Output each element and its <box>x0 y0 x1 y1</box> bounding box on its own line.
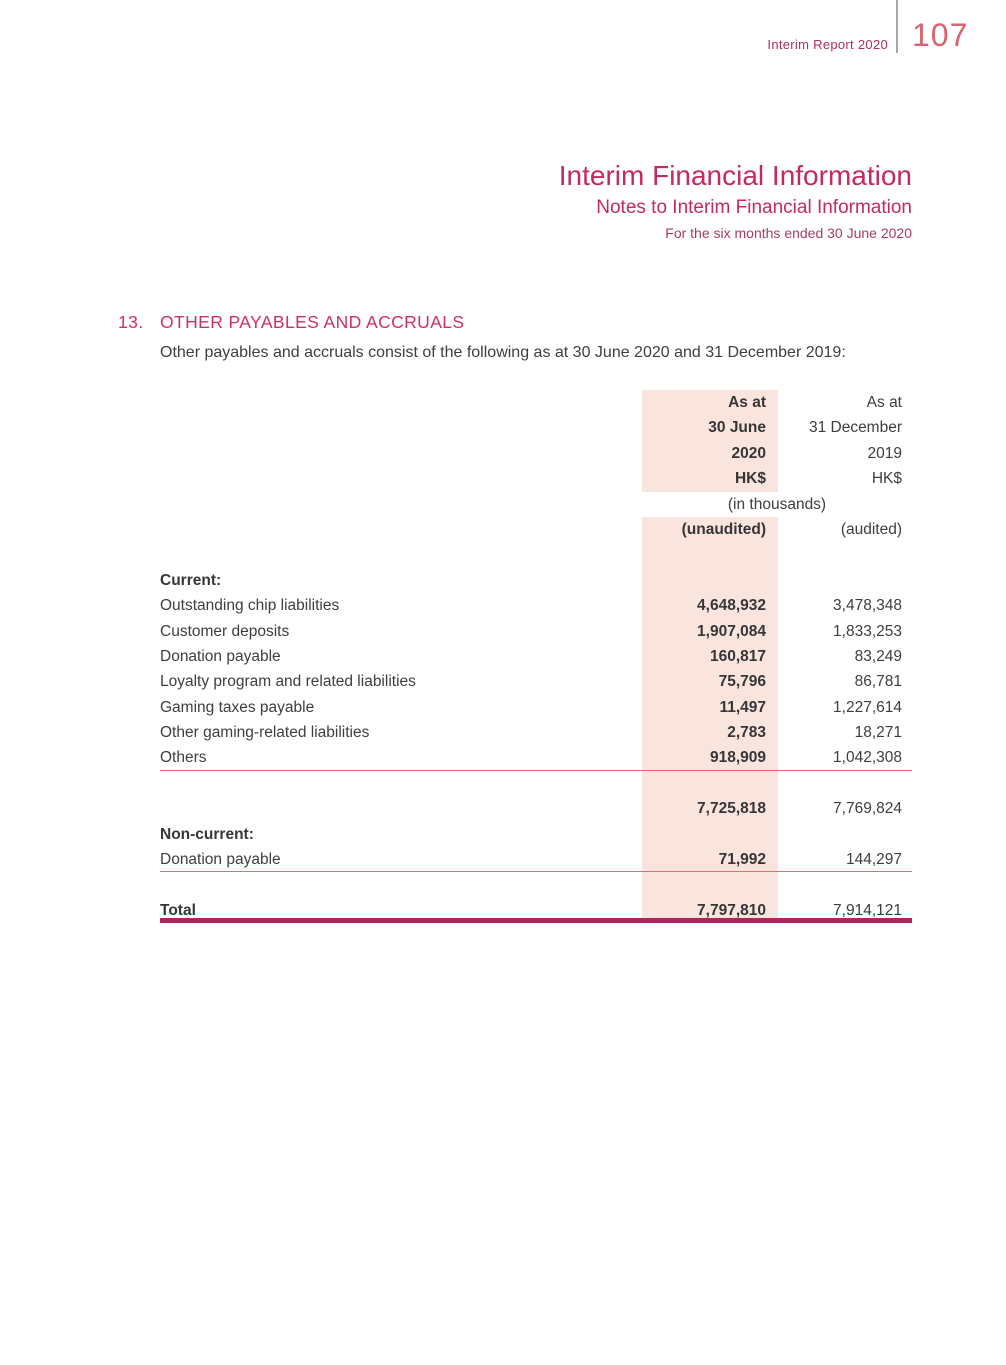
col-2019-header-cell: 31 December <box>808 419 902 437</box>
header-spacer-cell <box>160 415 642 440</box>
reporting-period: For the six months ended 30 June 2020 <box>665 224 912 241</box>
row-label: Donation payable <box>160 647 281 665</box>
row-label <box>160 872 642 897</box>
row-value-2019: 144,297 <box>845 851 902 869</box>
col-2019-header-cell: As at <box>866 394 902 411</box>
table-row <box>160 847 912 872</box>
col-2020-audit-cell: (unaudited) <box>642 517 778 542</box>
table-row <box>160 872 912 897</box>
table-row <box>160 542 912 567</box>
header-spacer-cell <box>160 492 642 517</box>
row-value-2019: 7,769,824 <box>833 800 902 818</box>
row-value-2020 <box>642 872 778 897</box>
table-row <box>160 466 912 491</box>
row-value-2019: 3,478,348 <box>833 597 902 615</box>
row-value-2020: 1,907,084 <box>642 619 778 644</box>
row-value-2019: 86,781 <box>854 673 902 691</box>
table-row <box>160 745 912 770</box>
page-title: Interim Financial Information <box>558 160 912 191</box>
table-row <box>160 771 912 796</box>
row-value-2019: 1,227,614 <box>833 698 902 716</box>
row-label: Other gaming-related liabilities <box>160 724 370 742</box>
col-2019-header-cell: 2019 <box>867 444 902 462</box>
row-label: Loyalty program and related liabilities <box>160 673 416 691</box>
col-2020-header-cell: 2020 <box>642 441 778 466</box>
row-value-2020: 11,497 <box>642 695 778 720</box>
row-value-2020 <box>642 771 778 796</box>
row-value-2019 <box>778 542 912 567</box>
title-block <box>559 161 912 241</box>
row-value-2019 <box>778 771 912 796</box>
row-value-2020 <box>642 822 778 847</box>
page-number: 107 <box>912 17 969 53</box>
row-value-2019: 7,914,121 <box>833 901 902 919</box>
row-value-2020: 71,992 <box>642 847 778 871</box>
section-heading-row <box>118 312 465 333</box>
table-row <box>160 619 912 644</box>
table-row <box>160 593 912 618</box>
table-row <box>160 898 912 923</box>
section-intro: Other payables and accruals consist of the following as at 30 June 2020 and 31 December 2019: <box>160 344 846 361</box>
row-value-2019: 83,249 <box>854 647 902 665</box>
row-label <box>160 771 642 796</box>
row-value-2020: 4,648,932 <box>642 593 778 618</box>
table-row <box>160 669 912 694</box>
row-label: Others <box>160 749 207 767</box>
col-2019-audit-cell: (audited) <box>840 520 902 538</box>
row-label: Donation payable <box>160 851 281 869</box>
row-label <box>160 796 642 821</box>
header-spacer-cell <box>160 466 642 491</box>
row-value-2019: 1,833,253 <box>833 622 902 640</box>
units-note: (in thousands) <box>727 495 827 513</box>
row-value-2019 <box>778 568 912 593</box>
row-value-2020: 918,909 <box>642 745 778 769</box>
row-value-2019 <box>778 872 912 897</box>
row-value-2020: 7,797,810 <box>642 898 778 918</box>
row-value-2019: 18,271 <box>854 724 902 742</box>
row-label: Gaming taxes payable <box>160 698 315 716</box>
running-header-label: Interim Report 2020 <box>767 37 888 52</box>
table-row <box>160 644 912 669</box>
row-value-2020: 7,725,818 <box>642 796 778 821</box>
row-value-2020: 2,783 <box>642 720 778 745</box>
row-value-2020 <box>642 542 778 567</box>
header-divider-line <box>896 0 898 53</box>
row-label: Outstanding chip liabilities <box>160 597 340 615</box>
section-heading: OTHER PAYABLES AND ACCRUALS <box>160 312 465 332</box>
section-number: 13. <box>118 312 144 332</box>
col-2020-header-cell: 30 June <box>642 415 778 440</box>
row-value-2020 <box>642 568 778 593</box>
row-value-2020: 75,796 <box>642 669 778 694</box>
row-value-2019: 1,042,308 <box>833 749 902 767</box>
table-row <box>160 695 912 720</box>
row-value-2020: 160,817 <box>642 644 778 669</box>
header-spacer-cell <box>160 441 642 466</box>
header-spacer-cell <box>160 390 642 415</box>
row-label <box>160 542 642 567</box>
col-2020-header-cell: As at <box>642 390 778 415</box>
table-row <box>160 517 912 542</box>
col-2019-header-cell: HK$ <box>871 470 902 488</box>
table-row <box>160 796 912 821</box>
row-value-2019 <box>778 822 912 847</box>
table-row <box>160 415 912 440</box>
row-label: Current: <box>160 571 222 589</box>
col-2020-header-cell: HK$ <box>642 466 778 491</box>
table-row <box>160 822 912 847</box>
table-row <box>160 568 912 593</box>
table-row <box>160 390 912 415</box>
page-subtitle: Notes to Interim Financial Information <box>596 196 912 218</box>
table-row <box>160 492 912 517</box>
row-label: Non-current: <box>160 825 254 843</box>
row-label: Total <box>160 901 196 919</box>
header-spacer-cell <box>160 517 642 542</box>
payables-table <box>160 390 912 923</box>
row-label: Customer deposits <box>160 622 290 640</box>
table-row <box>160 720 912 745</box>
table-row <box>160 441 912 466</box>
